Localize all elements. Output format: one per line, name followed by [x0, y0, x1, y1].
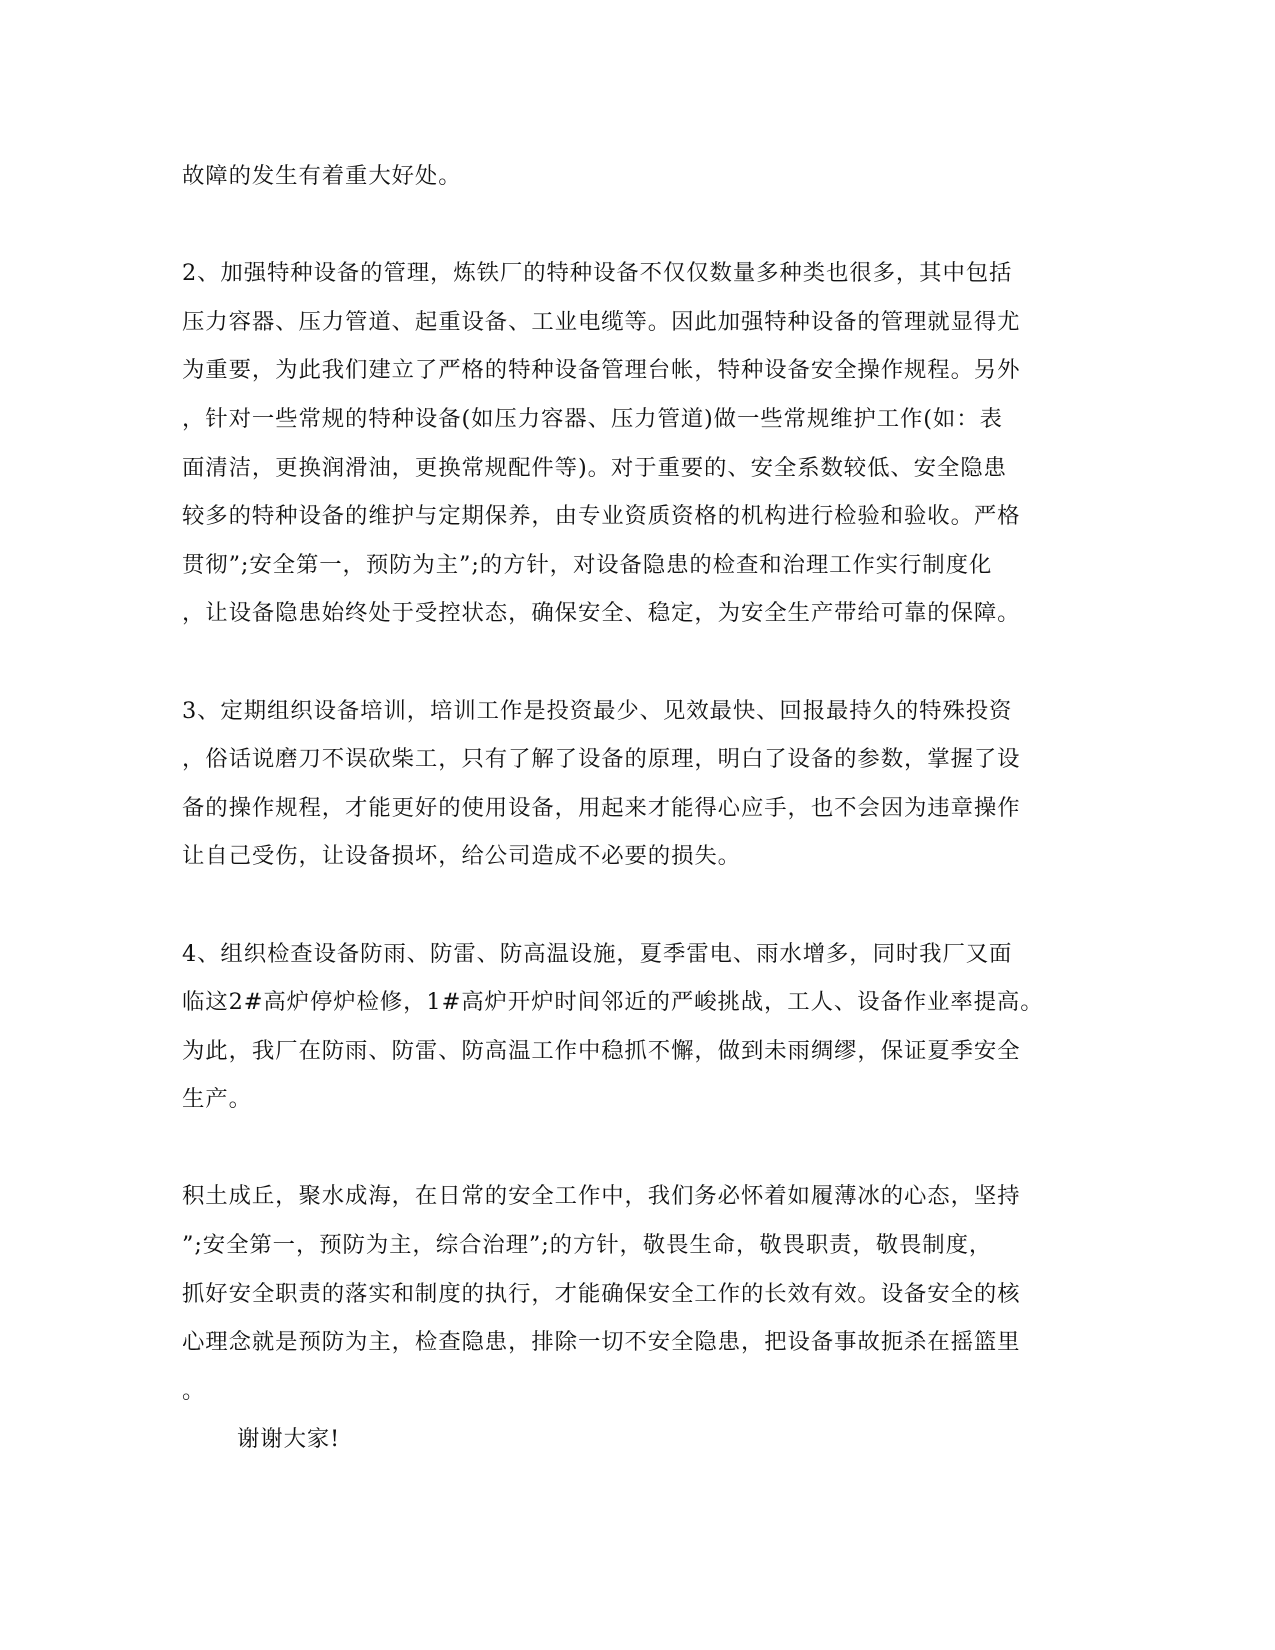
text-line: ”;安全第一，预防为主，综合治理”;的方针，敬畏生命，敬畏职责，敬畏制度， [182, 1232, 993, 1259]
text-line: 抓好安全职责的落实和制度的执行，才能确保安全工作的长效有效。设备安全的核 [182, 1280, 1021, 1307]
text-line: 贯彻”;安全第一，预防为主”;的方针，对设备隐患的检查和治理工作实行制度化 [182, 551, 993, 578]
text-line: 备的操作规程，才能更好的使用设备，用起来才能得心应手，也不会因为违章操作 [182, 794, 1021, 821]
text-line: 为此，我厂在防雨、防雷、防高温工作中稳抓不懈，做到未雨绸缪，保证夏季安全 [182, 1037, 1021, 1064]
closing-thanks: 谢谢大家! [237, 1426, 341, 1453]
text-line: ，俗话说磨刀不误砍柴工，只有了解了设备的原理，明白了设备的参数，掌握了设 [182, 746, 1021, 773]
paragraph-equipment-training [182, 687, 1092, 881]
paragraph-weather-protection [182, 930, 1092, 1124]
paragraph-special-equipment [182, 249, 1092, 638]
text-line: 心理念就是预防为主，检查隐患，排除一切不安全隐患，把设备事故扼杀在摇篮里 [182, 1329, 1021, 1356]
paragraph-gap [182, 1124, 1092, 1173]
text-line: 临这2#高炉停炉检修，1#高炉开炉时间邻近的严峻挑战，工人、设备作业率提高。 [182, 989, 1044, 1016]
text-line: 故障的发生有着重大好处。 [182, 163, 462, 189]
text-line: ，让设备隐患始终处于受控状态，确保安全、稳定，为安全生产带给可靠的保障。 [182, 600, 1021, 627]
text-line: 3、定期组织设备培训，培训工作是投资最少、见效最快、回报最持久的特殊投资 [182, 697, 1013, 724]
paragraph-gap [182, 201, 1092, 250]
text-line: ，针对一些常规的特种设备(如压力容器、压力管道)做一些常规维护工作(如：表 [182, 405, 1003, 432]
paragraph-conclusion [182, 1172, 1092, 1415]
paragraph-gap [182, 881, 1092, 930]
text-line: 为重要，为此我们建立了严格的特种设备管理台帐，特种设备安全操作规程。另外 [182, 357, 1021, 384]
text-line: 压力容器、压力管道、起重设备、工业电缆等。因此加强特种设备的管理就显得尤 [182, 308, 1021, 335]
text-line: 较多的特种设备的维护与定期保养，由专业资质资格的机构进行检验和验收。严格 [182, 503, 1021, 530]
text-line: 面清洁，更换润滑油，更换常规配件等)。对于重要的、安全系数较低、安全隐患 [182, 454, 1007, 481]
text-line: 让自己受伤，让设备损坏，给公司造成不必要的损失。 [182, 843, 741, 870]
paragraph-gap [182, 638, 1092, 687]
text-line: 积土成丘，聚水成海，在日常的安全工作中，我们务必怀着如履薄冰的心态，坚持 [182, 1183, 1021, 1210]
text-line: 2、加强特种设备的管理，炼铁厂的特种设备不仅仅数量多种类也很多，其中包括 [182, 260, 1013, 287]
paragraph-intro-tail [182, 152, 1092, 201]
text-line: 。 [182, 1377, 206, 1404]
text-line: 4、组织检查设备防雨、防雷、防高温设施，夏季雷电、雨水增多，同时我厂又面 [182, 940, 1013, 967]
document-body [182, 152, 1092, 1464]
text-line: 生产。 [182, 1086, 252, 1113]
